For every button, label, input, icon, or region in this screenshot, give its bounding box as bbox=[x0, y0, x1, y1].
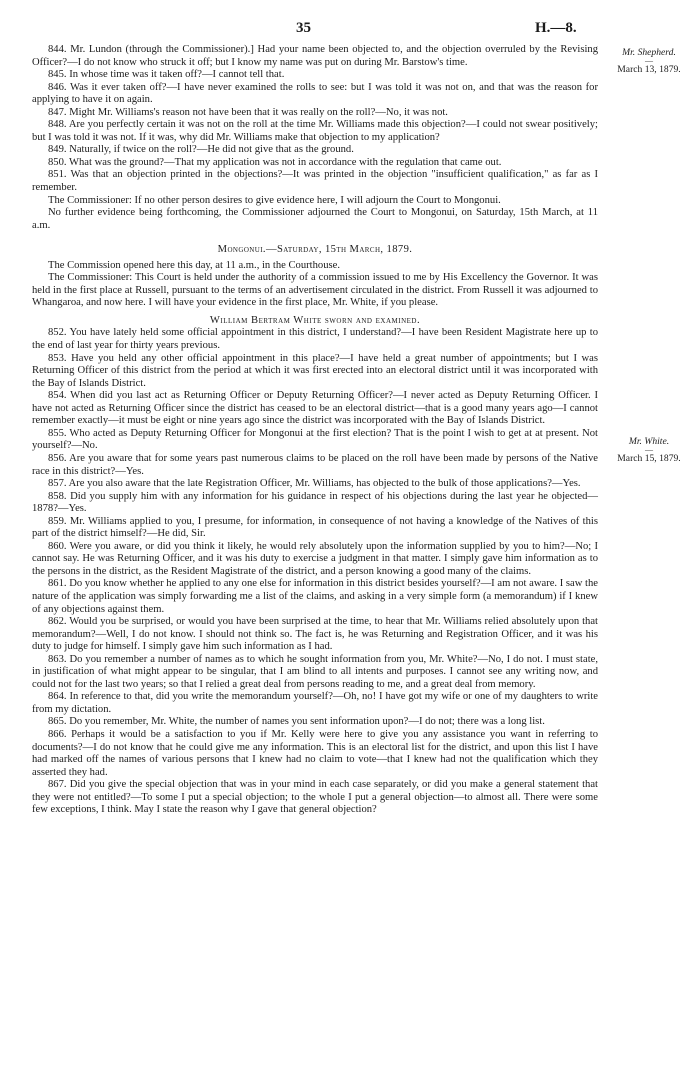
margin-note-witness-shepherd bbox=[608, 47, 690, 75]
page-header bbox=[0, 18, 700, 42]
margin-note-dash: — bbox=[645, 56, 653, 65]
paragraph-q847: 847. Might Mr. Williams's reason not have been that it was really on the roll?—No, it was not. bbox=[48, 106, 448, 118]
page-number: 35 bbox=[296, 20, 311, 36]
witness-heading-white: William Bertram White sworn and examined. bbox=[209, 314, 421, 326]
paragraph-q855: 855. Who acted as Deputy Returning Officer for Mongonui at the first election? That is the point I wish to get at at present. Not yourself?—No. bbox=[32, 427, 598, 452]
document-body bbox=[32, 44, 598, 817]
margin-note-witness-white bbox=[608, 436, 690, 464]
paragraph-q848: 848. Are you perfectly certain it was not on the roll at the time Mr. Williams made this objection?—I could not swear positively; but I was told it was not. If it was, why did Mr. Williams make that objection to my application? bbox=[32, 119, 598, 143]
paragraph-q863: 863. Do you remember a number of names as to which he sought information from you, Mr. White?—No, I do not. I must state, in justification of what might appear to be singular, that I am blind to all intents and purposes. I cannot see any writing now, and could not for the last two years; so that I relied a great deal from persons reading to me, and a great deal from memory. bbox=[32, 653, 598, 690]
paragraph-q853: 853. Have you held any other official appointment in this place?—I have held a great number of appointments; but I was Returning Officer of this district from the period at which it was first erected into an electoral district until it was incorporated with the Bay of Islands District. bbox=[32, 352, 598, 389]
paragraph-q846: 846. Was it ever taken off?—I have never examined the rolls to see: but I was told it was not on, and that was the reason for applying to have it on again. bbox=[32, 81, 598, 106]
paragraph-q865: 865. Do you remember, Mr. White, the number of names you sent information upon?—I do not; there was a long list. bbox=[48, 716, 545, 728]
paragraph-q867: 867. Did you give the special objection that was in your mind in each case separately, or did you make a general statement that they were not entitled?—To some I put a special objection; to the whole I put a general objection—to almost all. There were some few exceptions, I think. May I state the reason why I gave that general objection? bbox=[32, 779, 598, 816]
margin-note-date: March 13, 1879. bbox=[617, 64, 681, 75]
paragraph-commissioner-adjourn: The Commissioner: If no other person desires to give evidence here, I will adjourn the Court to Mongonui. bbox=[48, 194, 501, 206]
margin-note-date: March 15, 1879. bbox=[617, 453, 681, 464]
paragraph-q852: 852. You have lately held some official appointment in this district, I understand?—I have been Resident Magistrate here up to the end of last year for thirty years previous. bbox=[32, 327, 598, 352]
paragraph-q845: 845. In whose time was it taken off?—I cannot tell that. bbox=[48, 69, 285, 81]
paragraph-q858: 858. Did you supply him with any information for his guidance in respect of his objections during the last year he objected—1878?—Yes. bbox=[32, 490, 598, 515]
section-heading-mongonui: Mongonui.—Saturday, 15th March, 1879. bbox=[217, 244, 413, 256]
paragraph-q862: 862. Would you be surprised, or would you have been surprised at the time, to hear that Mr. Williams relied absolutely upon that memorandum?—Well, I do not know. I should not think so. The fact is, he was Returning and Registration Officer, and it was his duty to judge for himself. I simply gave him such information as I had. bbox=[32, 616, 598, 653]
paragraph-q844: 844. Mr. Lundon (through the Commissioner).] Had your name been objected to, and the objection overruled by the Revising Officer?—I do not know who struck it off; but I know my name was put on during Mr. Barstow's time. bbox=[32, 44, 598, 68]
paragraph-q850: 850. What was the ground?—That my application was not in accordance with the regulation that came out. bbox=[48, 156, 502, 168]
paragraph-q851: 851. Was that an objection printed in the objections?—It was printed in the objection "insufficient qualification," as far as I remember. bbox=[32, 169, 598, 194]
margin-note-name: Mr. Shepherd. bbox=[622, 47, 676, 58]
paragraph-commissioner-statement: The Commissioner: This Court is held under the authority of a commission issued to me by His Excellency the Governor. It was held in the first place at Russell, pursuant to the terms of an advertisement circulated in the district. From Russell it was adjourned to Whangaroa, and now here. I will have your evidence in the first place, Mr. White, if you please. bbox=[32, 272, 598, 309]
paragraph-q857: 857. Are you also aware that the late Registration Officer, Mr. Williams, has objected to the bulk of those applications?—Yes. bbox=[48, 478, 581, 490]
document-reference: H.—8. bbox=[535, 20, 577, 36]
paragraph-q849: 849. Naturally, if twice on the roll?—He did not give that as the ground. bbox=[48, 144, 354, 156]
margin-note-dash: — bbox=[645, 445, 653, 454]
paragraph-q856: 856. Are you aware that for some years past numerous claims to be placed on the roll have been made by persons of the Native race in this district?—Yes. bbox=[32, 452, 598, 477]
paragraph-q861: 861. Do you know whether he applied to any one else for information in this district besides yourself?—I am not aware. I saw the nature of the application was simply forwarding me a list of the claims, and asking in a very simple form (a memorandum) if I knew of any objections against them. bbox=[32, 578, 598, 615]
margin-note-name: Mr. White. bbox=[628, 436, 670, 447]
paragraph-q866: 866. Perhaps it would be a satisfaction to you if Mr. Kelly were here to give you any assistance you want in referring to documents?—I do not know that he could give me any information. This is an electoral list for the district, and upon this list I have had marked off the names of various persons that I knew had no claim to vote—that I knew had not the qualification which they asserted they had. bbox=[32, 728, 598, 778]
paragraph-adjournment-note: No further evidence being forthcoming, the Commissioner adjourned the Court to Mongonui, on Saturday, 15th March, at 11 a.m. bbox=[32, 207, 598, 231]
paragraph-q860: 860. Were you aware, or did you think it likely, he would rely absolutely upon the information supplied by you to him?—No; I cannot say. He was Returning Officer, and it was his duty to exercise a judgment in that matter. I simply gave him information as to the persons in the district, as the Resident Magistrate of the district, and a person knowing a good many of the claims. bbox=[32, 540, 598, 577]
paragraph-q859: 859. Mr. Williams applied to you, I presume, for information, in consequence of not having a knowledge of the Natives of this part of the district himself?—He did, Sir. bbox=[32, 515, 598, 540]
paragraph-commission-opened: The Commission opened here this day, at 11 a.m., in the Courthouse. bbox=[48, 259, 340, 271]
paragraph-q864: 864. In reference to that, did you write the memorandum yourself?—Oh, no! I have got my wife or one of my daughters to write from my dictation. bbox=[32, 691, 598, 715]
paragraph-q854: 854. When did you last act as Returning Officer or Deputy Returning Officer?—I never acted as Deputy Returning Officer. I have not acted as Returning Officer since the district has ceased to be an electoral district—that is a good many years ago—I cannot remember exactly—it must be eight or nine years ago since the district was incorporated with the Bay of Islands District. bbox=[32, 390, 598, 427]
